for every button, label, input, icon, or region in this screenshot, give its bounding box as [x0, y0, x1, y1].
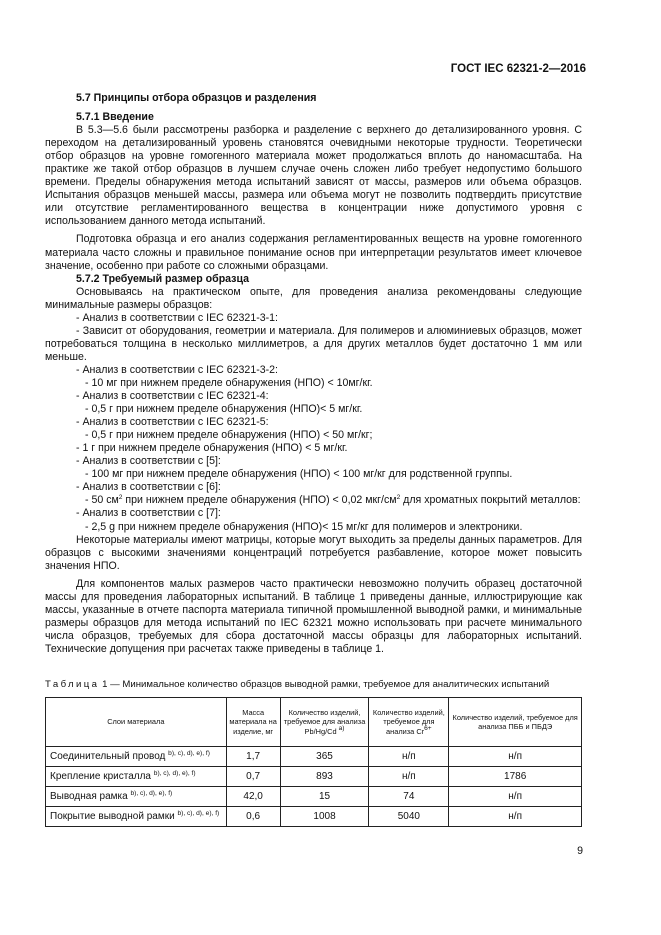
cell-mass: 0,6: [226, 807, 280, 827]
paragraph-after-1: Некоторые материалы имеют матрицы, которые могут выходить за пределы данных параметров. Для образцов с высокими значениями концентраций потребуется разбавление, которое может повысить значения НПО.: [45, 533, 582, 572]
list-item: - 0,5 г при нижнем пределе обнаружения (НПО) < 50 мг/кг;: [85, 429, 373, 442]
list-item: - Анализ в соответствии с IEC 62321-3-2:: [76, 363, 278, 376]
cell-cr6: н/п: [369, 767, 449, 787]
header-pbhgcd: Количество изделий, требуемое для анализа Pb/Hg/Cd $^{a)}$: [280, 698, 369, 747]
list-item: - Анализ в соответствии с [5]:: [76, 455, 221, 468]
cell-cr6: 74: [369, 787, 449, 807]
cell-pbhgcd: 365: [280, 747, 369, 767]
paragraph-571-1: В 5.3—5.6 были рассмотрены разборка и разделение с верхнего до детализированного уровня. С переходом на детализированный уровень становятся очевидными некоторые трудности. Теоретически отбор образцов на уровне гомогенного материала может продолжаться вплоть до наномасштаба. На практике же такой отбор образцов в лучшем случае очень сложен либо требует недопустимо большого времени. Пределы обнаружения метода испытаний зависят от массы, размеров или объема образцов. Испытания образцов меньшей массы, размера или объема могут не позволить подтвердить присутствие или отсутствие регламентированного вещества в концентрации ниже допустимого уровня с использованием данного метода испытаний.: [45, 124, 582, 228]
cell-material: Соединительный провод $^{b), c), d), e), f)}$: [46, 747, 227, 767]
table-row: [46, 767, 582, 787]
cell-pbb: 1786: [449, 767, 582, 787]
cell-cr6: 5040: [369, 807, 449, 827]
header-material-layers: Слои материала: [46, 698, 227, 747]
subsection-title-571: 5.7.1 Введение: [76, 111, 154, 124]
cell-material: Покрытие выводной рамки $^{b), c), d), e), f)}$: [46, 807, 227, 827]
list-item: - 2,5 g при нижнем пределе обнаружения (НПО)< 15 мг/кг для полимеров и электроники.: [85, 520, 523, 533]
list-item: - Анализ в соответствии с [7]:: [76, 507, 221, 520]
paragraph-572-intro: Основываясь на практическом опыте, для проведения анализа рекомендованы следующие минимальные размеры образцов:: [45, 285, 582, 311]
list-item: - Анализ в соответствии с IEC 62321-5:: [76, 416, 269, 429]
header-mass: Масса материала на изделие, мг: [226, 698, 280, 747]
cell-pbb: н/п: [449, 807, 582, 827]
list-item: - 1 г при нижнем пределе обнаружения (НПО) < 5 мг/кг.: [76, 442, 348, 455]
cell-pbb: н/п: [449, 747, 582, 767]
header-pbb: Количество изделий, требуемое для анализа ПББ и ПБДЭ: [449, 698, 582, 747]
list-item: - 10 мг при нижнем пределе обнаружения (НПО) < 10мг/кг.: [85, 376, 373, 389]
list-item: - 50 $см^2$ при нижнем пределе обнаружения (НПО) < 0,02 мкг/$см^2$ для хроматных покрытий металлов:: [85, 494, 581, 507]
cell-pbhgcd: 893: [280, 767, 369, 787]
list-item: - 100 мг при нижнем пределе обнаружения (НПО) < 100 мг/кг для родственной группы.: [85, 468, 513, 481]
subsection-title-572: 5.7.2 Требуемый размер образца: [76, 272, 249, 285]
table-caption: Таблица 1 — Минимальное количество образцов выводной рамки, требуемое для аналитических испытаний: [45, 679, 550, 690]
table-row: [46, 787, 582, 807]
body-text: [45, 92, 582, 656]
cell-cr6: н/п: [369, 747, 449, 767]
samples-table: [45, 697, 582, 827]
cell-material: Крепление кристалла $^{b), c), d), e), f)}$: [46, 767, 227, 787]
list-item: - Анализ в соответствии с [6]:: [76, 481, 221, 494]
table-row: [46, 807, 582, 827]
list-item: - Анализ в соответствии с IEC 62321-4:: [76, 390, 269, 403]
cell-mass: 1,7: [226, 747, 280, 767]
paragraph-after-2: Для компонентов малых размеров часто практически невозможно получить образец достаточной массы для проведения лабораторных испытаний. В таблице 1 приведены данные, иллюстрирующие как массы, указанные в отчете паспорта материала типичной промышленной выводной рамки, и минимальные размеры образцов для метода испытаний по IEC 62321 можно использовать при расчете минимального числа образцов, требуемых для сбора достаточной массы образцы для лабораторных испытаний. Технические допущения при расчетах также приведены в таблице 1.: [45, 577, 582, 655]
list-item: - Зависит от оборудования, геометрии и материала. Для полимеров и алюминиевых образцов, может потребоваться толщина в несколько миллиметров, а для других металлов будет достаточно 1 мм или меньше.: [45, 324, 582, 363]
paragraph-571-2: Подготовка образца и его анализ содержания регламентированных веществ на уровне гомогенного материала часто сложны и правильное понимание основ при интерпретации результатов имеет ключевое значение, особенно при работе со сложными образцами.: [45, 233, 582, 272]
list-item: - Анализ в соответствии с IEC 62321-3-1:: [76, 311, 278, 324]
table-header-row: [46, 698, 582, 747]
page-number: 9: [577, 845, 583, 857]
cell-mass: 42,0: [226, 787, 280, 807]
cell-pbhgcd: 1008: [280, 807, 369, 827]
cell-pbhgcd: 15: [280, 787, 369, 807]
table-row: [46, 747, 582, 767]
cell-mass: 0,7: [226, 767, 280, 787]
cell-pbb: н/п: [449, 787, 582, 807]
section-title: 5.7 Принципы отбора образцов и разделения: [76, 92, 317, 104]
list-item: - 0,5 г при нижнем пределе обнаружения (НПО)< 5 мг/кг.: [85, 403, 363, 416]
document-header: ГОСТ IEC 62321-2—2016: [450, 63, 586, 75]
header-cr6: Количество изделий, требуемое для анализа $Cr^{6+}$: [369, 698, 449, 747]
cell-material: Выводная рамка $^{b), c), d), e), f)}$: [46, 787, 227, 807]
